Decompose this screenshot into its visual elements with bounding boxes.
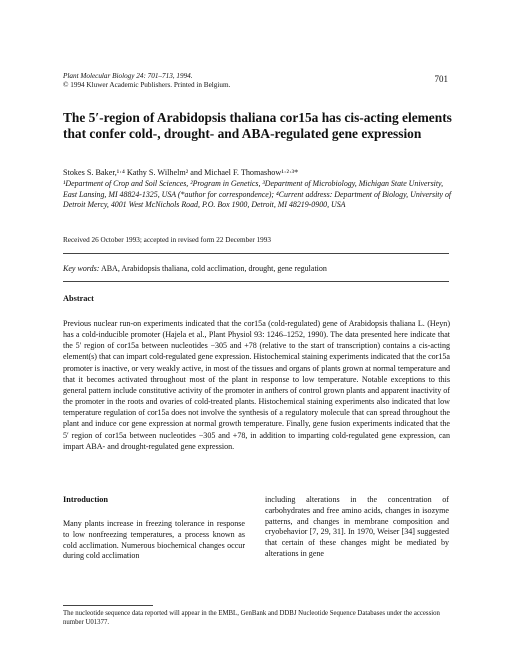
footnote: The nucleotide sequence data reported will appear in the EMBL, GenBank and DDBJ Nucleotide Sequence Databases under the accession number U01377. xyxy=(63,610,440,626)
intro-left-column: Many plants increase in freezing tolerance in response to low nonfreezing temperatures, a process known as cold acclimation. Numerous biochemical changes occur during cold acclimation xyxy=(63,519,245,561)
introduction-heading: Introduction xyxy=(63,495,109,504)
keywords-label: Key words: xyxy=(63,264,100,273)
divider-line xyxy=(63,281,449,282)
copyright-line: © 1994 Kluwer Academic Publishers. Printed in Belgium. xyxy=(63,81,231,89)
received-dates: Received 26 October 1993; accepted in revised form 22 December 1993 xyxy=(63,236,271,244)
journal-line: Plant Molecular Biology 24: 701–713, 1994. xyxy=(63,72,193,80)
footnote-rule xyxy=(63,605,153,606)
journal-citation xyxy=(63,72,230,90)
author-list: Stokes S. Baker,¹·⁴ Kathy S. Wilhelm² and Michael F. Thomashow¹·²·³* xyxy=(63,168,299,177)
abstract-heading: Abstract xyxy=(63,294,94,303)
intro-right-column: including alterations in the concentration of carbohydrates and free amino acids, changes in isozyme patterns, and changes in membrane composition and cryobehavior [7, 29, 31]. In 1970, Weiser [34] suggested that certain of these changes might be mediated by alterations in gene xyxy=(265,495,449,558)
divider-line xyxy=(63,253,449,254)
abstract-text: Previous nuclear run-on experiments indicated that the cor15a (cold-regulated) gene of Arabidopsis thaliana L. (Heyn) has a cold-inducible promoter (Hajela et al., Plant Physiol 93: 1246–1252, 1990). The data presented here indicate that the 5′ region of cor15a between nucleotides −305 and +78 (relative to the start of transcription) contains a cis-acting element(s) that can impart cold-regulated gene expression. Histochemical staining experiments indicated that the cor15a promoter is inactive, or very weakly active, in most of the tissues and organs of plants grown at normal temperature and that it becomes activated throughout most of the plant in response to low temperature. Notable exceptions to this general pattern include constitutive activity of the promoter in anthers of control grown plants and apparent inactivity of the promoter in the roots and ovaries of cold-treated plants. Histochemical staining experiments also indicated that low temperature regulation of cor15a does not involve the synthesis of a regulatory molecule that can spread throughout the plant and induce cor gene expression at normal growth temperature. Finally, gene fusion experiments indicated that the 5′ region of cor15a between nucleotides −305 and +78, in addition to imparting cold-regulated gene expression, can impart ABA- and drought-regulated gene expression. xyxy=(63,319,451,451)
keywords xyxy=(63,264,327,273)
page-number: 701 xyxy=(434,74,448,84)
article-title: The 5′-region of Arabidopsis thaliana cor15a has cis-acting elements that confer cold-, drought- and ABA-regulated gene expression xyxy=(63,110,452,141)
affiliations: ¹Department of Crop and Soil Sciences, ²Program in Genetics, ³Department of Microbiology, Michigan State University, East Lansing, MI 48824-1325, USA (*author for correspondence); ⁴Current address: Department of Biology, University of Detroit Mercy, 4001 West McNichols Road, P.O. Box 1900, Detroit, MI 48219-0900, USA xyxy=(63,179,452,209)
keywords-text: ABA, Arabidopsis thaliana, cold acclimation, drought, gene regulation xyxy=(100,264,327,273)
